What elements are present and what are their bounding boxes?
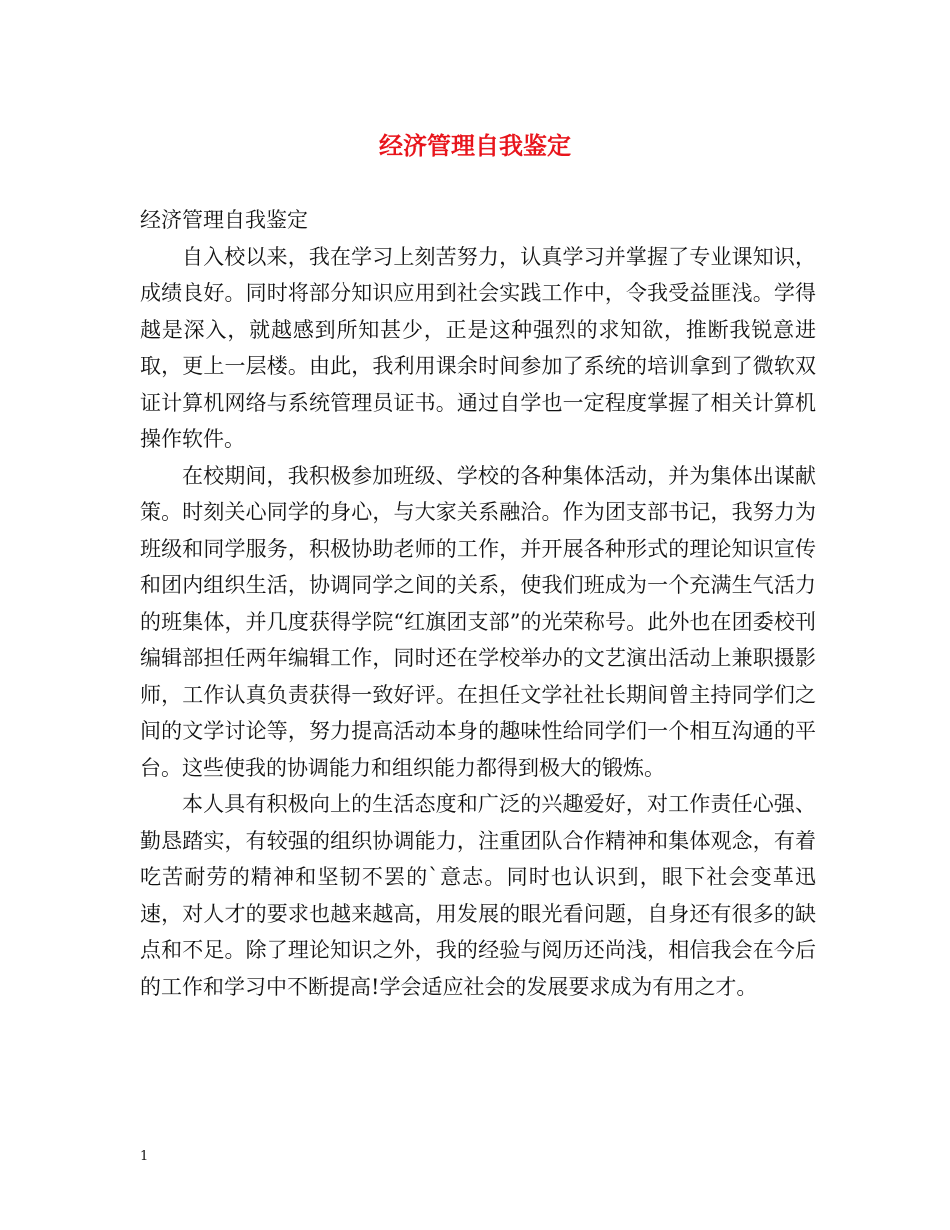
paragraph-personal-qualities: 本人具有积极向上的生活态度和广泛的兴趣爱好，对工作责任心强、勤恳踏实，有较强的组织协调能力，注重团队合作精神和集体观念，有着吃苦耐劳的精神和坚韧不罢的`意志。同时也认识到，眼下社会变革迅速，对人才的要求也越来越高，用发展的眼光看问题，自身还有很多的缺点和不足。除了理论知识之外，我的经验与阅历还尚浅，相信我会在今后的工作和学习中不断提高!学会适应社会的发展要求成为有用之才。 <box>140 792 816 999</box>
document-heading: 经济管理自我鉴定 <box>140 208 308 232</box>
page-number: 1 <box>140 1149 149 1164</box>
document-title: 经济管理自我鉴定 <box>379 132 571 160</box>
paragraph-school-activities: 在校期间，我积极参加班级、学校的各种集体活动，并为集体出谋献策。时刻关心同学的身心，与大家关系融洽。作为团支部书记，我努力为班级和同学服务，积极协助老师的工作，并开展各种形式的理论知识宣传和团内组织生活，协调同学之间的关系，使我们班成为一个充满生气活力的班集体，并几度获得学院“红旗团支部”的光荣称号。此外也在团委校刊编辑部担任两年编辑工作，同时还在学校举办的文艺演出活动上兼职摄影师，工作认真负责获得一致好评。在担任文学社社长期间曾主持同学们之间的文学讨论等，努力提高活动本身的趣味性给同学们一个相互沟通的平台。这些使我的协调能力和组织能力都得到极大的锻炼。 <box>140 463 816 780</box>
paragraph-study: 自入校以来，我在学习上刻苦努力，认真学习并掌握了专业课知识，成绩良好。同时将部分知识应用到社会实践工作中，令我受益匪浅。学得越是深入，就越感到所知甚少，正是这种强烈的求知欲，推断我锐意进取，更上一层楼。由此，我利用课余时间参加了系统的培训拿到了微软双证计算机网络与系统管理员证书。通过自学也一定程度掌握了相关计算机操作软件。 <box>140 244 816 451</box>
document-body <box>140 202 816 1005</box>
